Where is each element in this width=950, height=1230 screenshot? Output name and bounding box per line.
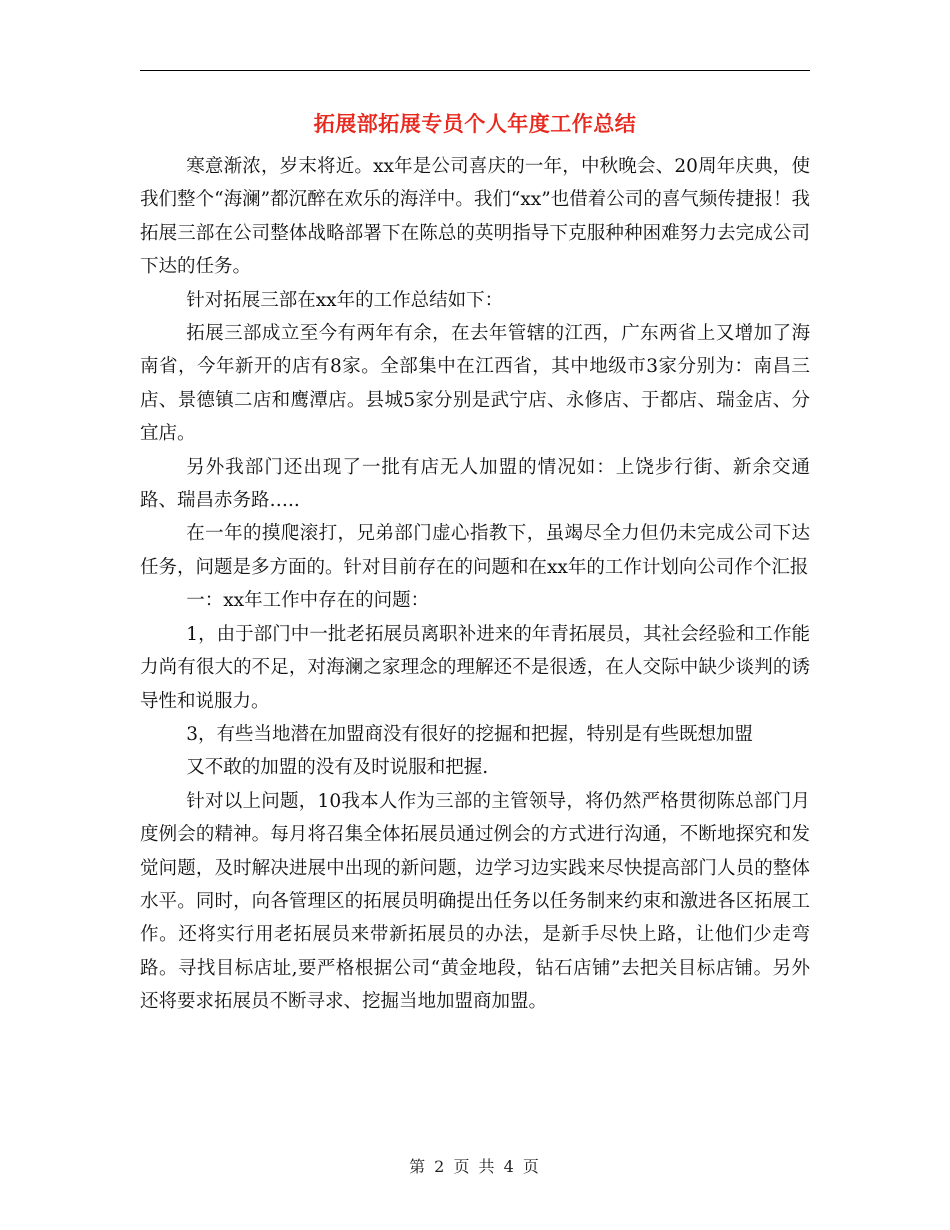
paragraph-problems-heading: 一：xx年工作中存在的问题： xyxy=(186,590,430,612)
paragraph-plan: 针对以上问题，10我本人作为三部的主管领导，将仍然严格贯彻陈总部门月度例会的精神。每月将召集全体拓展员通过例会的方式进行沟通，不断地探究和发觉问题，及时解决进展中出现的新问题，边学习边实践来尽快提高部门人员的整体水平。同时，向各管理区的拓展员明确提出任务以任务制来约束和激进各区拓展工作。还将实行用老拓展员来带新拓展员的办法，是新手尽快上路，让他们少走弯路。寻找目标店址,要严格根据公司“黄金地段，钻石店铺”去把关目标店铺。另外还将要求拓展员不断寻求、挖掘当地加盟商加盟。 xyxy=(140,790,810,1013)
paragraph-problem-3-cont: 又不敢的加盟的没有及时说服和把握. xyxy=(186,757,489,779)
paragraph-intro: 寒意渐浓，岁末将近。xx年是公司喜庆的一年，中秋晚会、20周年庆典，使我们整个“海澜”都沉醉在欢乐的海洋中。我们“xx”也借着公司的喜气频传捷报！我拓展三部在公司整体战略部署下在陈总的英明指导下克服种种困难努力去完成公司下达的任务。 xyxy=(140,156,810,278)
document-title: 拓展部拓展专员个人年度工作总结 xyxy=(313,111,637,136)
document-body xyxy=(140,150,810,1019)
page-number: 第 2 页 共 4 页 xyxy=(409,1157,541,1176)
paragraph-problem-1: 1，由于部门中一批老拓展员离职补进来的年青拓展员，其社会经验和工作能力尚有很大的不足，对海澜之家理念的理解还不是很透，在人交际中缺少谈判的诱导性和说服力。 xyxy=(140,623,810,712)
paragraph-problem-3: 3，有些当地潜在加盟商没有很好的挖掘和把握，特别是有些既想加盟 xyxy=(186,723,754,745)
paragraph-unfranchised: 另外我部门还出现了一批有店无人加盟的情况如：上饶步行街、新余交通路、瑞昌赤务路….. xyxy=(140,456,810,512)
paragraph-report-lead: 在一年的摸爬滚打，兄弟部门虚心指教下，虽竭尽全力但仍未完成公司下达任务，问题是多方面的。针对目前存在的问题和在xx年的工作计划向公司作个汇报 xyxy=(140,523,810,578)
paragraph-summary-lead: 针对拓展三部在xx年的工作总结如下： xyxy=(186,289,504,311)
paragraph-stores: 拓展三部成立至今有两年有余，在去年管辖的江西，广东两省上又增加了海南省，今年新开的店有8家。全部集中在江西省，其中地级市3家分别为：南昌三店、景德镇二店和鹰潭店。县城5家分别是武宁店、永修店、于都店、瑞金店、分宜店。 xyxy=(140,323,810,445)
header-rule xyxy=(140,70,810,71)
